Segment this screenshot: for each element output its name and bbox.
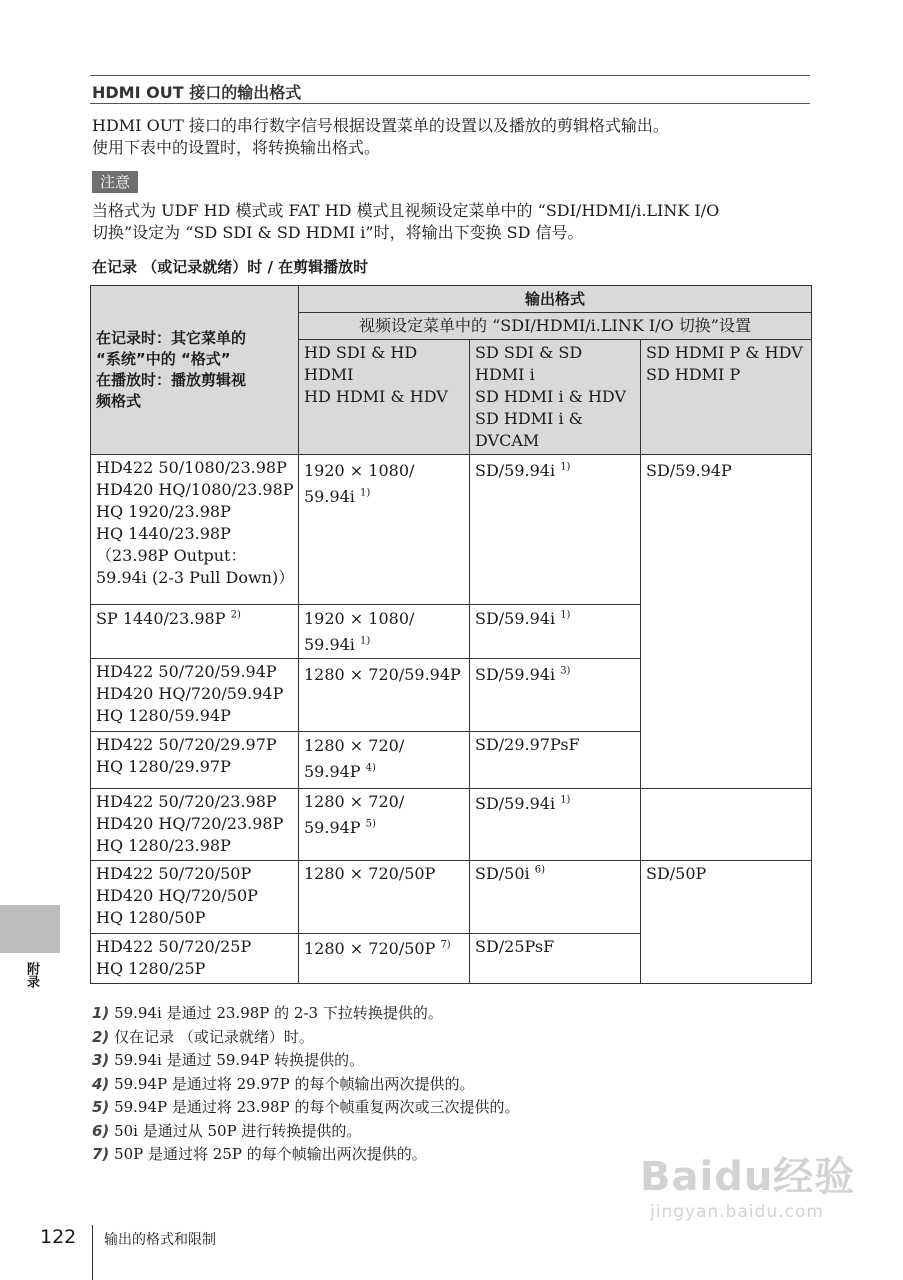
footnote-ref: 6) bbox=[534, 864, 546, 876]
footnote-text: 仅在记录 （或记录就绪）时。 bbox=[109, 1027, 314, 1046]
watermark-url: jingyan.baidu.com bbox=[650, 1202, 824, 1222]
format-cell bbox=[91, 934, 299, 984]
sd-i-output-cell bbox=[470, 732, 641, 789]
output-format-header: 输出格式 bbox=[299, 286, 812, 313]
hd-output-text: 1280 × 720/50P bbox=[304, 939, 441, 958]
sd-i-output-line bbox=[475, 734, 635, 756]
footnote-number: 4) bbox=[92, 1074, 110, 1093]
footnote-number: 1) bbox=[92, 1004, 110, 1022]
hd-output-cell bbox=[299, 455, 470, 605]
note-paragraph bbox=[92, 200, 812, 244]
hd-output-line: 1920 × 1080/ bbox=[304, 461, 415, 480]
sd-i-output-line bbox=[475, 936, 635, 958]
footnote-ref: 1) bbox=[560, 609, 571, 621]
hd-output-line: 1280 × 720/59.94P bbox=[304, 665, 461, 684]
format-line: HQ 1280/50P bbox=[96, 908, 206, 927]
footnote-ref: 4) bbox=[365, 762, 376, 774]
format-line: HD420 HQ/720/59.94P bbox=[96, 684, 284, 703]
hd-output-cell bbox=[299, 789, 470, 861]
col-header-line: HD HDMI & HDV bbox=[304, 387, 448, 406]
row-header-line: 频格式 bbox=[96, 392, 142, 410]
format-line: HQ 1440/23.98P bbox=[96, 524, 231, 543]
format-line: HD422 50/720/50P bbox=[96, 864, 252, 883]
footnote-text: 50P 是通过将 25P 的每个帧输出两次提供的。 bbox=[109, 1145, 427, 1163]
footnote-ref: 1) bbox=[360, 487, 371, 499]
format-line: 59.94i (2-3 Pull Down)） bbox=[96, 568, 295, 587]
footnote-text: 59.94P 是通过将 23.98P 的每个帧重复两次或三次提供的。 bbox=[109, 1098, 520, 1116]
hd-output-text: 59.94i bbox=[304, 487, 361, 506]
appendix-side-tab bbox=[0, 905, 60, 953]
col-header-line: SD SDI & SD bbox=[475, 343, 583, 362]
sd-i-output-cell bbox=[470, 861, 641, 934]
sd-i-output-line bbox=[475, 608, 635, 630]
format-line: HQ 1280/29.97P bbox=[96, 757, 231, 776]
footer-chapter-title: 输出的格式和限制 bbox=[104, 1232, 216, 1248]
footnote-ref: 1) bbox=[560, 461, 571, 473]
footnote-number: 3) bbox=[92, 1051, 110, 1069]
format-cell bbox=[91, 605, 299, 659]
col-header-hd bbox=[299, 340, 470, 455]
sd-i-output-line bbox=[475, 664, 635, 686]
sd-i-output-line bbox=[475, 793, 635, 815]
format-line: HQ 1920/23.98P bbox=[96, 502, 231, 521]
format-line: HQ 1280/25P bbox=[96, 959, 206, 978]
footnote-ref: 1) bbox=[560, 794, 571, 806]
footnote bbox=[92, 1096, 519, 1120]
setting-header: 视频设定菜单中的 “SDI/HDMI/i.LINK I/O 切换”设置 bbox=[299, 313, 812, 340]
footnote-ref: 3) bbox=[560, 665, 571, 677]
format-cell bbox=[91, 732, 299, 789]
format-line: HQ 1280/23.98P bbox=[96, 836, 231, 855]
footnote-text: 59.94i 是通过 23.98P 的 2-3 下拉转换提供的。 bbox=[109, 1004, 443, 1022]
sd-i-output-cell bbox=[470, 934, 641, 984]
hd-output-cell bbox=[299, 861, 470, 934]
format-line: HD420 HQ/720/23.98P bbox=[96, 814, 284, 833]
table-caption: 在记录 （或记录就绪）时 / 在剪辑播放时 bbox=[92, 258, 369, 276]
sd-i-output-text: SD/59.94i bbox=[475, 794, 561, 813]
sd-p-output-cell: SD/59.94P bbox=[641, 455, 812, 789]
col-header-line: SD HDMI P bbox=[646, 365, 741, 384]
col-header-sd-i bbox=[470, 340, 641, 455]
hd-output-line: 1920 × 1080/ bbox=[304, 609, 415, 628]
sd-p-output-cell bbox=[641, 789, 812, 861]
format-line: HD422 50/720/25P bbox=[96, 937, 252, 956]
footer-divider bbox=[92, 1225, 93, 1280]
format-text: SP 1440/23.98P bbox=[96, 609, 231, 628]
hd-output-line bbox=[304, 938, 464, 960]
hd-output-text: 59.94P bbox=[304, 762, 366, 781]
sd-i-output-line bbox=[475, 863, 635, 885]
hd-output-cell bbox=[299, 934, 470, 984]
footnote bbox=[92, 1120, 519, 1144]
page-number: 122 bbox=[40, 1226, 77, 1248]
format-line: HD420 HQ/720/50P bbox=[96, 886, 258, 905]
col-header-line: HDMI bbox=[304, 365, 354, 384]
watermark-logo: Baidu经验 bbox=[640, 1154, 856, 1200]
output-format-table bbox=[90, 285, 812, 984]
section-rule-top bbox=[90, 75, 810, 76]
col-header-line: HD SDI & HD bbox=[304, 343, 418, 362]
row-header-line: 在记录时：其它菜单的 bbox=[96, 329, 247, 347]
hd-output-cell bbox=[299, 659, 470, 732]
hd-output-text: 59.94i bbox=[304, 635, 361, 654]
sd-i-output-cell bbox=[470, 789, 641, 861]
col-header-line: SD HDMI i & HDV bbox=[475, 387, 627, 406]
footnote bbox=[92, 1073, 519, 1097]
hd-output-line: 1280 × 720/ bbox=[304, 736, 405, 755]
section-rule-bottom bbox=[90, 103, 810, 104]
sd-i-output-text: SD/25PsF bbox=[475, 937, 555, 956]
hd-output-text: 59.94P bbox=[304, 818, 366, 837]
footnote bbox=[92, 1049, 519, 1073]
sd-i-output-text: SD/29.97PsF bbox=[475, 735, 580, 754]
footnotes bbox=[92, 1002, 519, 1167]
footnote-ref: 1) bbox=[360, 635, 371, 647]
footnote-number: 2) bbox=[92, 1027, 110, 1046]
intro-paragraph bbox=[92, 115, 812, 159]
format-cell bbox=[91, 861, 299, 934]
format-line: HD420 HQ/1080/23.98P bbox=[96, 480, 294, 499]
format-line: HD422 50/1080/23.98P bbox=[96, 458, 287, 477]
hd-output-line bbox=[304, 486, 464, 508]
format-cell bbox=[91, 659, 299, 732]
hd-output-line: 1280 × 720/ bbox=[304, 792, 405, 811]
format-line: HD422 50/720/23.98P bbox=[96, 792, 277, 811]
footnote-number: 7) bbox=[92, 1145, 110, 1163]
hd-output-cell bbox=[299, 605, 470, 659]
sd-p-output-cell: SD/50P bbox=[641, 861, 812, 984]
row-header-cell bbox=[91, 286, 299, 455]
format-cell bbox=[91, 455, 299, 605]
intro-line: 使用下表中的设置时，将转换输出格式。 bbox=[92, 138, 381, 157]
footnote-text: 59.94P 是通过将 29.97P 的每个帧输出两次提供的。 bbox=[109, 1074, 475, 1093]
format-line bbox=[96, 608, 293, 630]
footnote-ref: 2) bbox=[230, 609, 241, 621]
footnote-text: 50i 是通过从 50P 进行转换提供的。 bbox=[109, 1121, 362, 1140]
format-line: （23.98P Output： bbox=[96, 546, 247, 565]
hd-output-line bbox=[304, 761, 464, 783]
footnote bbox=[92, 1002, 519, 1026]
section-title: HDMI OUT 接口的输出格式 bbox=[92, 83, 302, 102]
col-header-sd-p bbox=[641, 340, 812, 455]
col-header-line: SD HDMI i & bbox=[475, 409, 583, 428]
footnote-ref: 5) bbox=[365, 818, 376, 830]
hd-output-line bbox=[304, 817, 464, 839]
sd-i-output-text: SD/59.94i bbox=[475, 609, 561, 628]
footnote-number: 6) bbox=[92, 1121, 110, 1140]
format-line: HD422 50/720/59.94P bbox=[96, 662, 277, 681]
footnote-text: 59.94i 是通过 59.94P 转换提供的。 bbox=[109, 1051, 365, 1069]
format-cell bbox=[91, 789, 299, 861]
format-line: HQ 1280/59.94P bbox=[96, 706, 231, 725]
note-badge: 注意 bbox=[92, 171, 138, 193]
col-header-line: SD HDMI P & HDV bbox=[646, 343, 803, 362]
footnote bbox=[92, 1026, 519, 1050]
footnote bbox=[92, 1143, 519, 1167]
footnote-number: 5) bbox=[92, 1098, 110, 1116]
sd-i-output-cell bbox=[470, 659, 641, 732]
sd-i-output-cell bbox=[470, 455, 641, 605]
hd-output-line: 1280 × 720/50P bbox=[304, 864, 436, 883]
sd-i-output-text: SD/59.94i bbox=[475, 665, 561, 684]
note-line: 切换”设定为 “SD SDI & SD HDMI i”时，将输出下变换 SD 信号。 bbox=[92, 223, 584, 242]
intro-line: HDMI OUT 接口的串行数字信号根据设置菜单的设置以及播放的剪辑格式输出。 bbox=[92, 116, 669, 135]
row-header-line: “系统”中的 “格式” bbox=[96, 350, 231, 368]
format-line: HD422 50/720/29.97P bbox=[96, 735, 277, 754]
appendix-side-label: 附录 bbox=[24, 962, 39, 988]
hd-output-line bbox=[304, 634, 464, 656]
sd-i-output-text: SD/59.94i bbox=[475, 461, 561, 480]
col-header-line: HDMI i bbox=[475, 365, 535, 384]
sd-i-output-text: SD/50i bbox=[475, 864, 535, 883]
hd-output-cell bbox=[299, 732, 470, 789]
note-line: 当格式为 UDF HD 模式或 FAT HD 模式且视频设定菜单中的 “SDI/HDMI/i.LINK I/O bbox=[92, 201, 720, 220]
sd-i-output-line bbox=[475, 460, 635, 482]
watermark bbox=[640, 1145, 855, 1222]
col-header-line: DVCAM bbox=[475, 431, 540, 450]
footnote-ref: 7) bbox=[440, 939, 451, 951]
row-header-line: 在播放时：播放剪辑视 bbox=[96, 371, 247, 389]
sd-i-output-cell bbox=[470, 605, 641, 659]
